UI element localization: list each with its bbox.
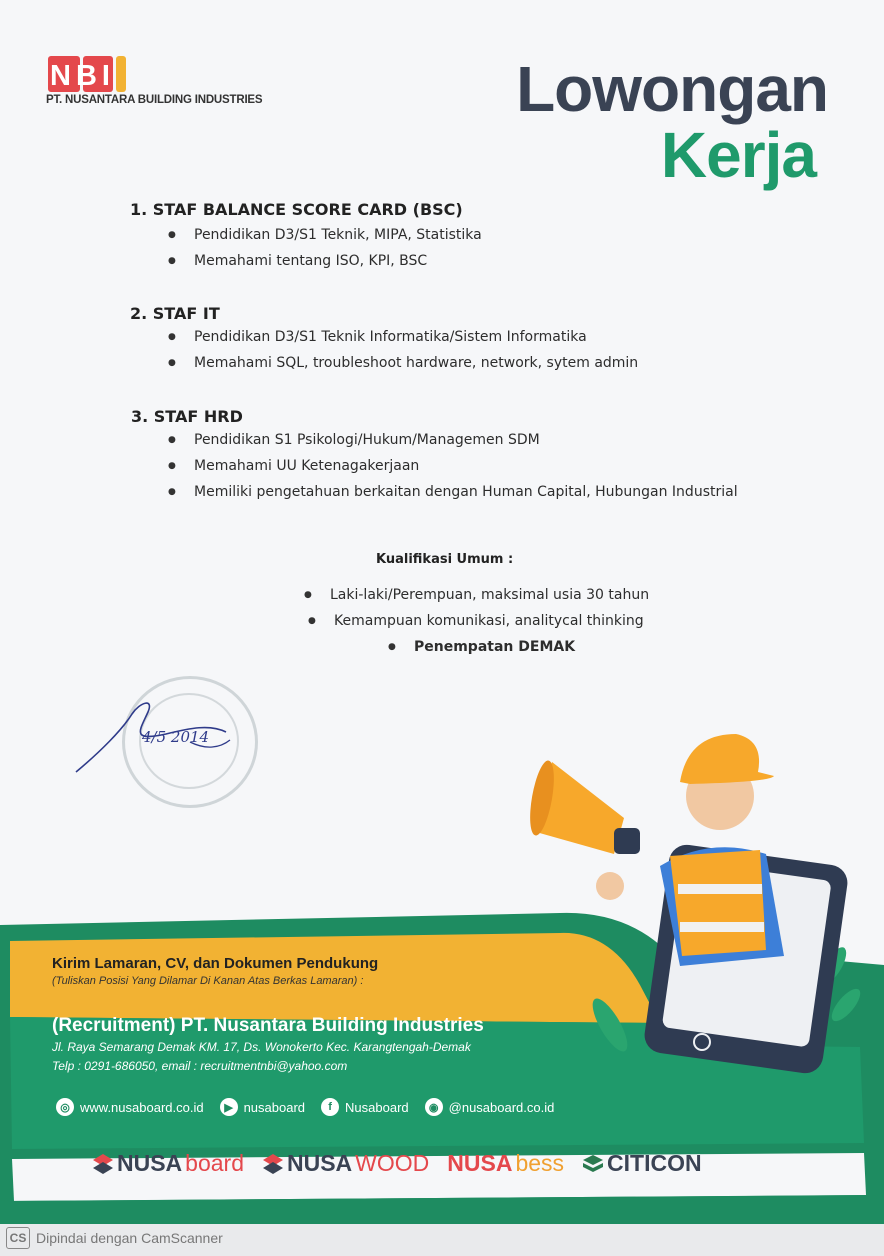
brand-part: NUSA (117, 1150, 183, 1176)
headline-lowongan: Lowongan (516, 53, 828, 125)
social-facebook[interactable] (321, 1098, 409, 1116)
social-label: @nusaboard.co.id (448, 1099, 555, 1115)
signature-date: 4/5 2014 (142, 728, 210, 746)
position-title-bsc: 1. STAF BALANCE SCORE CARD (BSC) (130, 200, 463, 219)
social-instagram[interactable] (425, 1098, 555, 1116)
list-item: ● Laki-laki/Perempuan, maksimal usia 30 tahun (302, 582, 649, 608)
nusaboard-logo-icon (92, 1153, 114, 1175)
company-name: PT. NUSANTARA BUILDING INDUSTRIES (46, 94, 263, 106)
recruitment-company: (Recruitment) PT. Nusantara Building Industries (52, 1015, 484, 1036)
brand-citicon (582, 1150, 702, 1177)
social-youtube[interactable] (220, 1098, 305, 1116)
nusawood-logo-icon (262, 1153, 284, 1175)
brand-nusabess (447, 1150, 564, 1177)
list-item: ● Memahami SQL, troubleshoot hardware, network, sytem admin (166, 350, 638, 376)
brand-logos (92, 1150, 702, 1177)
list-item: ● Memahami tentang ISO, KPI, BSC (166, 248, 482, 274)
brand-part: NUSA (447, 1150, 513, 1176)
social-links (56, 1098, 554, 1116)
globe-icon: ◎ (56, 1098, 74, 1116)
brand-part: WOOD (355, 1150, 430, 1176)
social-label: www.nusaboard.co.id (80, 1099, 204, 1115)
camscanner-watermark (6, 1227, 223, 1249)
list-item: ● Pendidikan S1 Psikologi/Hukum/Managemen SDM (166, 427, 738, 453)
list-item: ● Memahami UU Ketenagakerjaan (166, 453, 738, 479)
list-item: ● Penempatan DEMAK (386, 634, 733, 660)
social-label: nusaboard (243, 1099, 306, 1115)
position-title-hrd: 3. STAF HRD (131, 407, 243, 426)
kirim-lamaran-heading: Kirim Lamaran, CV, dan Dokumen Pendukung (52, 955, 379, 972)
kualifikasi-title: Kualifikasi Umum : (376, 552, 514, 567)
position-requirements-bsc (166, 222, 482, 274)
brand-nusaboard (92, 1150, 244, 1177)
worker-megaphone-illustration (530, 726, 860, 1076)
brand-part: board (185, 1150, 244, 1176)
facebook-icon: f (321, 1098, 339, 1116)
brand-part: NUSA (287, 1150, 353, 1176)
camscanner-text: Dipindai dengan CamScanner (36, 1230, 223, 1246)
list-item: ● Kemampuan komunikasi, analitycal thinking (306, 608, 653, 634)
social-label: Nusaboard (345, 1099, 409, 1115)
brand-part: bess (515, 1150, 565, 1176)
list-item: ● Memiliki pengetahuan berkaitan dengan Human Capital, Hubungan Industrial (166, 479, 738, 505)
kirim-lamaran-note: (Tuliskan Posisi Yang Dilamar Di Kanan Atas Berkas Lamaran) : (52, 975, 364, 987)
position-title-it: 2. STAF IT (130, 304, 220, 323)
position-requirements-it (166, 324, 638, 376)
list-item: ● Pendidikan D3/S1 Teknik, MIPA, Statistika (166, 222, 482, 248)
instagram-icon: ◉ (425, 1098, 443, 1116)
youtube-icon: ▶ (220, 1098, 238, 1116)
citicon-logo-icon (582, 1153, 604, 1175)
social-website[interactable] (56, 1098, 204, 1116)
position-requirements-hrd (166, 427, 738, 505)
brand-part: CITICON (607, 1150, 702, 1176)
logo-letters: NBI (50, 60, 115, 92)
company-address: Jl. Raya Semarang Demak KM. 17, Ds. Wonokerto Kec. Karangtengah-Demak (52, 1040, 471, 1054)
brand-nusawood (262, 1150, 429, 1177)
camscanner-icon: CS (6, 1227, 30, 1249)
headline-kerja: Kerja (660, 119, 816, 191)
contact-phone-email: Telp : 0291-686050, email : recruitmentnbi@yahoo.com (52, 1059, 348, 1073)
list-item: ● Pendidikan D3/S1 Teknik Informatika/Sistem Informatika (166, 324, 638, 350)
kualifikasi-list (302, 582, 649, 660)
